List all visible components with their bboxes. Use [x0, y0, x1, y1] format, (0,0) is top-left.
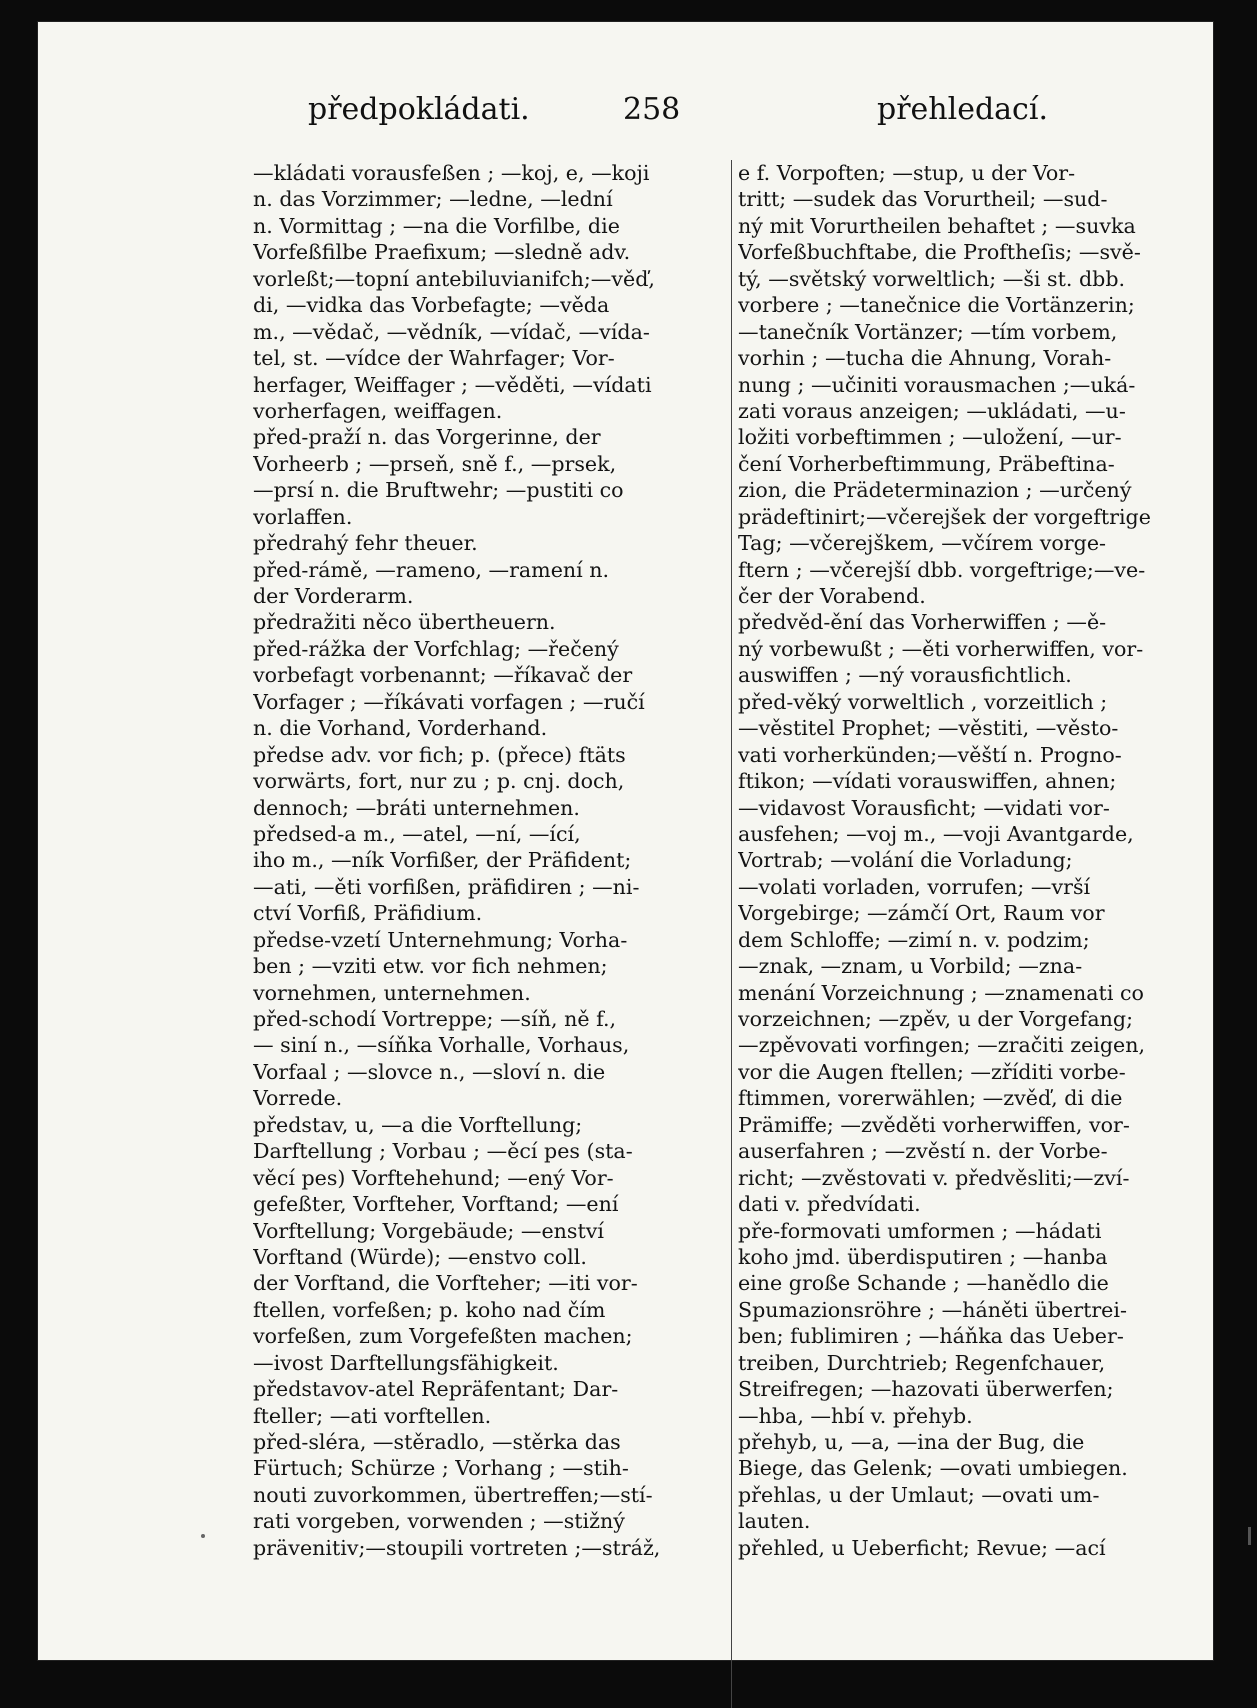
header-left-catchword: předpokládati. [308, 92, 530, 127]
right-column-line: vati vorherkünden;—věští n. Progno- [738, 742, 1122, 767]
left-column-line: předražiti něco übertheuern. [253, 610, 556, 635]
right-column-line: čení Vorherbeftimmung, Präbeftina- [738, 451, 1115, 476]
left-column-line: před-praží n. das Vorgerinne, der [253, 425, 601, 450]
left-column-line: vorlaffen. [253, 504, 353, 529]
right-column-line: přehlas, u der Umlaut; —ovati um- [738, 1482, 1100, 1507]
left-column [253, 160, 718, 1561]
right-column-line: Streifregen; —hazovati überwerfen; [738, 1377, 1114, 1402]
left-column-line: předse adv. vor fich; p. (přece) ftäts [253, 742, 626, 767]
right-column-line: ný vorbewußt ; —ěti vorherwiffen, vor- [738, 636, 1144, 661]
right-column-line: vorzeichnen; —zpěv, u der Vorgefang; [738, 1007, 1134, 1031]
right-column-line: před-věký vorweltlich , vorzeitlich ; [738, 689, 1108, 714]
right-column-line: —vidavost Vorausficht; —vidati vor- [738, 795, 1110, 820]
left-column-line: prävenitiv;—stoupili vortreten ;—stráž, [253, 1535, 661, 1560]
left-column-line: m., —vědač, —vědník, —vídač, —vída- [253, 319, 650, 344]
left-column-line: —prsí n. die Bruftwehr; —pustiti co [253, 478, 624, 503]
left-column-line: představ, u, —a die Vorftellung; [253, 1112, 583, 1137]
left-column-line: di, —vidka das Vorbefagte; —věda [253, 293, 610, 318]
left-column-line: před-rážka der Vorfchlag; —řečený [253, 636, 619, 661]
left-column-line: ftellen, vorfeßen; p. koho nad čím [253, 1297, 606, 1322]
left-column-line: Vorheerb ; —prseň, sně f., —prsek, [253, 451, 617, 476]
column-divider [731, 160, 732, 1708]
right-column-line: dem Schloffe; —zimí n. v. podzim; [738, 927, 1090, 952]
right-column-line: koho jmd. überdisputiren ; —hanba [738, 1244, 1108, 1269]
left-column-line: der Vorftand, die Vorfteher; —iti vor- [253, 1271, 638, 1296]
header-right-catchword: přehledací. [877, 92, 1048, 127]
left-column-line: Fürtuch; Schürze ; Vorhang ; —stih- [253, 1456, 629, 1481]
right-column-line: čer der Vorabend. [738, 584, 926, 608]
left-column-line: n. die Vorhand, Vorderhand. [253, 716, 548, 741]
left-column-line: před-rámě, —rameno, —ramení n. [253, 557, 610, 582]
right-column-line: richt; —zvěstovati v. předvěsliti;—zví- [738, 1165, 1130, 1190]
right-column-line: dati v. předvídati. [738, 1192, 921, 1217]
right-column-line: —znak, —znam, u Vorbild; —zna- [738, 954, 1083, 979]
right-column-line: vor die Augen ftellen; —zříditi vorbe- [738, 1059, 1126, 1084]
left-column-line: der Vorderarm. [253, 584, 414, 608]
right-column-line: tý, —světský vorweltlich; —ši st. dbb. [738, 266, 1126, 291]
left-column-line: předse-vzetí Unternehmung; Vorha- [253, 927, 628, 952]
right-column-line: vorbere ; —tanečnice die Vortänzerin; [738, 293, 1135, 318]
right-column-line: ftikon; —vídati vorauswiffen, ahnen; [738, 769, 1117, 794]
left-column-line: ben ; —vziti etw. vor fich nehmen; [253, 954, 608, 979]
left-column-line: fteller; —ati vorftellen. [253, 1403, 492, 1428]
left-column-line: Vorfeßfilbe Praefixum; —sledně adv. [253, 240, 631, 265]
right-column-line: —hba, —hbí v. přehyb. [738, 1403, 973, 1428]
left-column-line: Vorftellung; Vorgebäude; —enství [253, 1218, 604, 1243]
right-column-line: ausfehen; —voj m., —voji Avantgarde, [738, 821, 1134, 846]
left-column-line: n. das Vorzimmer; —ledne, —lední [253, 187, 613, 212]
right-column-line: lauten. [738, 1509, 811, 1534]
left-column-line: iho m., —ník Vorfißer, der Präfident; [253, 848, 632, 873]
margin-speck [201, 1534, 205, 1538]
right-column-line: auswiffen ; —ný vorausfichtlich. [738, 663, 1072, 688]
left-column-line: před-sléra, —stěradlo, —stěrka das [253, 1430, 621, 1454]
right-column-line: nung ; —učiniti vorausmachen ;—uká- [738, 372, 1136, 397]
left-column-line: — siní n., —síňka Vorhalle, Vorhaus, [253, 1033, 630, 1058]
right-column-line: Prämiffe; —zvěděti vorherwiffen, vor- [738, 1112, 1130, 1137]
left-column-line: rati vorgeben, vorwenden ; —stižný [253, 1509, 625, 1534]
right-column-line: eine große Schande ; —hanědlo die [738, 1271, 1109, 1296]
right-column-line: tritt; —sudek das Vorurtheil; —sud- [738, 187, 1108, 212]
left-column-line: dennoch; —bráti unternehmen. [253, 795, 580, 820]
page-header [308, 92, 1048, 152]
right-column-line: ftern ; —včerejší dbb. vorgeftrige;—ve- [738, 557, 1146, 582]
left-column-line: vorherfagen, weiffagen. [253, 398, 503, 423]
left-column-line: věcí pes) Vorftehehund; —ený Vor- [253, 1165, 614, 1190]
right-column-line: —tanečník Vortänzer; —tím vorbem, [738, 319, 1118, 344]
left-column-line: ctví Vorfiß, Präfidium. [253, 901, 483, 926]
right-column-line: —věstitel Prophet; —věstiti, —věsto- [738, 716, 1119, 741]
right-column-line: ftimmen, vorerwählen; —zvěď, di die [738, 1086, 1123, 1111]
dictionary-page [38, 22, 1213, 1660]
left-column-line: vorfeßen, zum Vorgefeßten machen; [253, 1324, 633, 1349]
left-column-line: —ivost Darftellungsfähigkeit. [253, 1350, 559, 1375]
right-column-line: Spumazionsröhre ; —háněti übertrei- [738, 1297, 1127, 1322]
right-column-line: vorhin ; —tucha die Ahnung, Vorah- [738, 346, 1112, 371]
left-column-line: předrahý fehr theuer. [253, 531, 478, 556]
left-column-line: —ati, —ěti vorfißen, präfidiren ; —ni- [253, 874, 640, 899]
right-column-line: pře-formovati umformen ; —hádati [738, 1218, 1102, 1243]
right-column-line: ný mit Vorurtheilen behaftet ; —suvka [738, 213, 1136, 238]
right-column-line: e f. Vorpoften; —stup, u der Vor- [738, 161, 1076, 185]
left-column-line: tel, st. —vídce der Wahrfager; Vor- [253, 346, 615, 371]
right-column-line: Vortrab; —volání die Vorladung; [738, 848, 1073, 873]
right-column-line: přehled, u Ueberficht; Revue; —ací [738, 1535, 1106, 1560]
left-column-line: nouti zuvorkommen, übertreffen;—stí- [253, 1482, 653, 1507]
left-column-line: předsed-a m., —atel, —ní, —ící, [253, 821, 581, 846]
right-column-line: —zpěvovati vorfingen; —zračiti zeigen, [738, 1033, 1146, 1058]
left-column-line: vorleßt;—topní antebiluvianifch;—věď, [253, 266, 655, 291]
right-column-line: ben; fublimiren ; —háňka das Ueber- [738, 1324, 1124, 1349]
left-column-line: Vorrede. [253, 1086, 343, 1111]
left-column-line: vorbefagt vorbenannt; —říkavač der [253, 663, 633, 688]
left-column-line: Vorfager ; —říkávati vorfagen ; —ručí [253, 689, 645, 714]
margin-mark [1248, 1527, 1251, 1545]
right-column-line: Tag; —včerejškem, —včírem vorge- [738, 531, 1106, 556]
right-column-line: zati voraus anzeigen; —ukládati, —u- [738, 398, 1126, 423]
left-column-line: Vorftand (Würde); —enstvo coll. [253, 1244, 587, 1269]
page-number: 258 [623, 92, 681, 127]
right-column-line: zion, die Prädeterminazion ; —určený [738, 478, 1132, 503]
right-column-line: —volati vorladen, vorrufen; —vrší [738, 874, 1091, 899]
right-column-line: menání Vorzeichnung ; —znamenati co [738, 980, 1144, 1005]
right-column-line: Biege, das Gelenk; —ovati umbiegen. [738, 1456, 1128, 1481]
right-column-line: auserfahren ; —zvěstí n. der Vorbe- [738, 1139, 1108, 1164]
right-column-line: předvěd-ění das Vorherwiffen ; —ě- [738, 610, 1107, 635]
right-column-line: treiben, Durchtrieb; Regenfchauer, [738, 1350, 1106, 1375]
left-column-line: herfager, Weiffager ; —věděti, —vídati [253, 372, 652, 397]
left-column-line: gefeßter, Vorfteher, Vorftand; —ení [253, 1192, 619, 1217]
right-column-line: přehyb, u, —a, —ina der Bug, die [738, 1430, 1085, 1454]
right-column-line: Vorgebirge; —zámčí Ort, Raum vor [738, 901, 1105, 926]
left-column-line: představov-atel Repräfentant; Dar- [253, 1377, 619, 1402]
left-column-line: vornehmen, unternehmen. [253, 980, 531, 1005]
left-column-line: —kládati vorausfeßen ; —koj, e, —koji [253, 161, 650, 185]
right-column-line: Vorfeßbuchftabe, die Proftheſis; —svě- [738, 240, 1141, 265]
left-column-line: vorwärts, fort, nur zu ; p. cnj. doch, [253, 769, 625, 794]
right-column-line: ložiti vorbeftimmen ; —uložení, —ur- [738, 425, 1122, 450]
left-column-line: Darftellung ; Vorbau ; —ěcí pes (sta- [253, 1139, 633, 1164]
right-column-line: prädeftinirt;—včerejšek der vorgeftrige [738, 504, 1151, 529]
left-column-line: n. Vormittag ; —na die Vorfilbe, die [253, 213, 620, 238]
right-column [738, 160, 1203, 1561]
left-column-line: před-schodí Vortreppe; —síň, ně f., [253, 1007, 617, 1031]
left-column-line: Vorfaal ; —slovce n., —sloví n. die [253, 1059, 606, 1084]
